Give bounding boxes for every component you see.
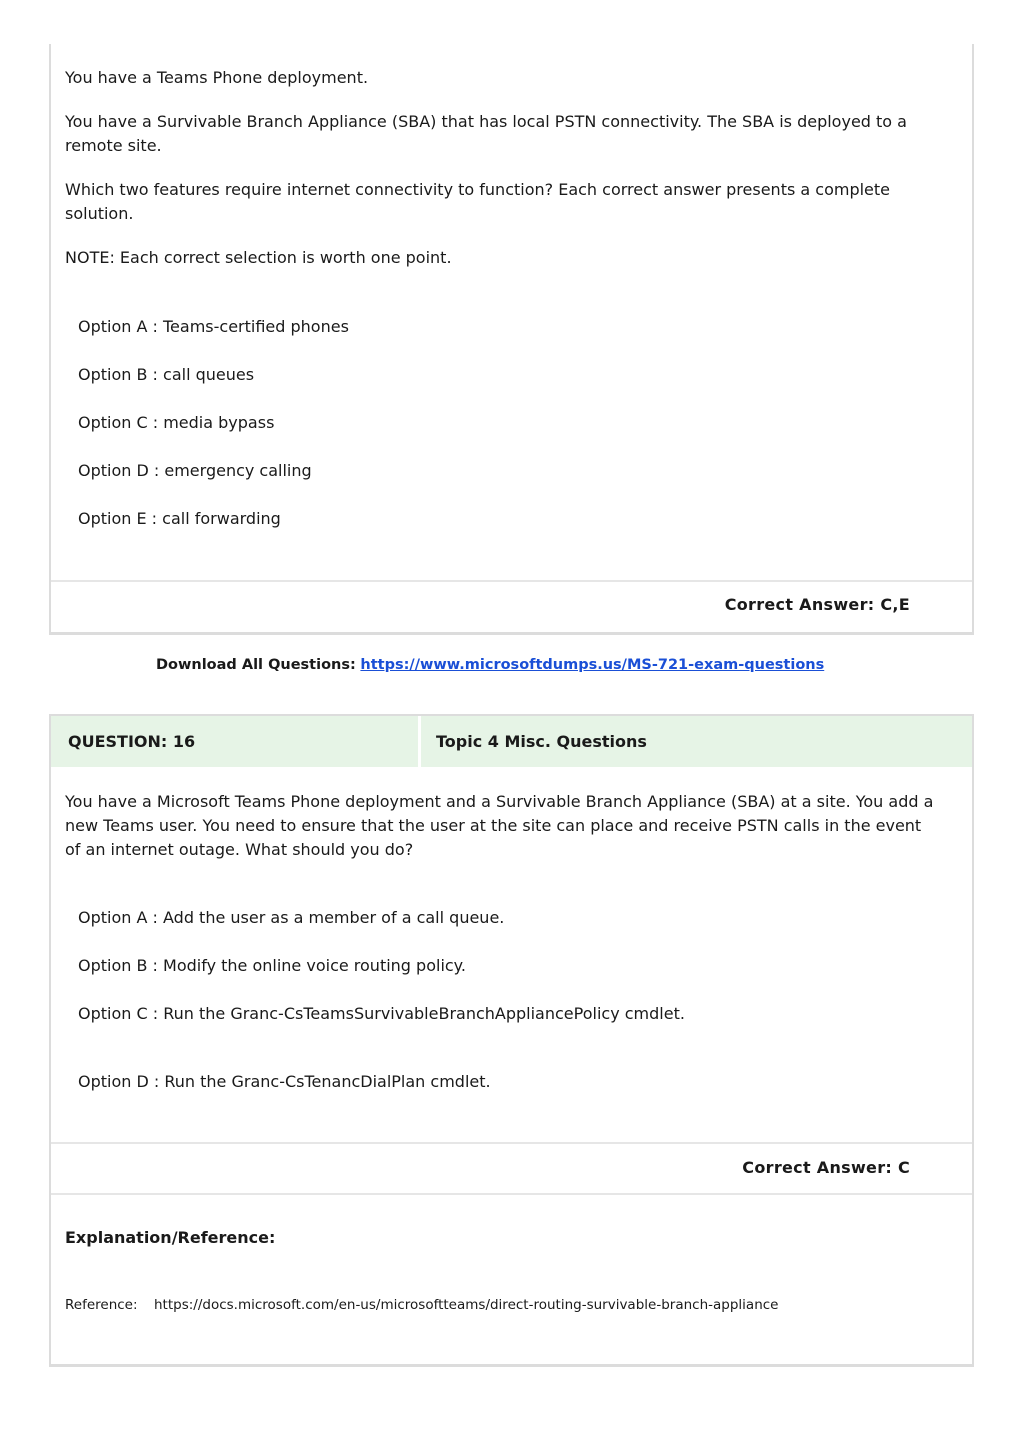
question-note: NOTE: Each correct selection is worth one point. <box>65 248 452 267</box>
question-paragraph: Which two features require internet connectivity to function? Each correct answer presents a complete solution. <box>65 180 891 223</box>
explanation-title: Explanation/Reference: <box>65 1228 276 1247</box>
option-b: Option B : call queues <box>78 365 255 384</box>
divider <box>51 1193 972 1195</box>
option-a: Option A : Add the user as a member of a call queue. <box>78 908 505 927</box>
option-a: Option A : Teams-certified phones <box>78 317 349 336</box>
option-b: Option B : Modify the online voice routing policy. <box>78 956 466 975</box>
question-paragraph: You have a Teams Phone deployment. <box>65 68 369 87</box>
download-label: Download All Questions: <box>156 657 356 673</box>
question-topic: Topic 4 Misc. Questions <box>421 716 972 767</box>
reference-url: https://docs.microsoft.com/en-us/microsoftteams/direct-routing-survivable-branch-appliance <box>154 1297 779 1313</box>
question-paragraph: You have a Microsoft Teams Phone deployment and a Survivable Branch Appliance (SBA) at a site. You add a new Teams user. You need to ensure that the user at the site can place and receive PSTN calls in the event of an internet outage. What should you do? <box>65 792 934 859</box>
divider <box>51 1142 972 1144</box>
reference-line <box>65 1294 778 1316</box>
question-card-15 <box>49 44 974 635</box>
option-d: Option D : Run the Granc-CsTenancDialPlan cmdlet. <box>78 1072 491 1091</box>
correct-answer: Correct Answer: C,E <box>724 595 910 614</box>
question-number: QUESTION: 16 <box>51 716 418 767</box>
option-c: Option C : Run the Granc-CsTeamsSurvivableBranchAppliancePolicy cmdlet. <box>78 1004 685 1023</box>
divider <box>51 580 972 582</box>
question-header <box>51 716 972 767</box>
question-card-16 <box>49 714 974 1367</box>
correct-answer: Correct Answer: C <box>742 1158 910 1177</box>
option-c: Option C : media bypass <box>78 413 275 432</box>
download-line <box>156 654 824 676</box>
option-e: Option E : call forwarding <box>78 509 281 528</box>
option-d: Option D : emergency calling <box>78 461 312 480</box>
question-paragraph: You have a Survivable Branch Appliance (SBA) that has local PSTN connectivity. The SBA is deployed to a remote site. <box>65 112 907 155</box>
download-link[interactable]: https://www.microsoftdumps.us/MS-721-exam-questions <box>360 657 825 673</box>
reference-label: Reference: <box>65 1297 138 1313</box>
